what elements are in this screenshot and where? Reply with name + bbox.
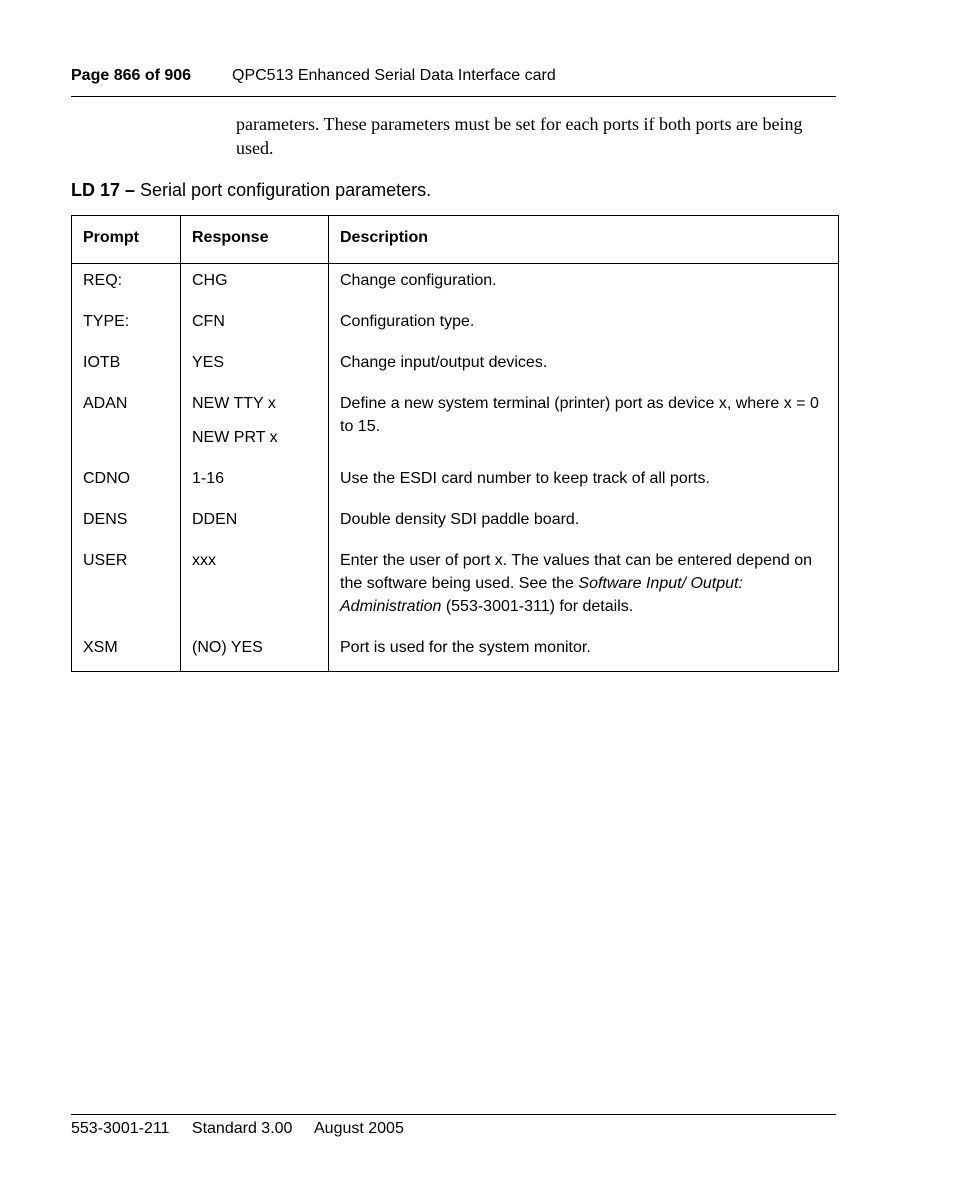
page-footer [71,1114,836,1139]
table-row [72,387,839,462]
table-header-row [72,216,839,264]
cell-description: Change input/output devices. [329,346,839,387]
cell-response: CHG [181,264,329,306]
table-row [72,544,839,631]
cell-description: Port is used for the system monitor. [329,631,839,672]
intro-paragraph: parameters. These parameters must be set for each ports if both ports are being used. [236,114,803,158]
cell-description: Define a new system terminal (printer) port as device x, where x = 0 to 15. [329,387,839,462]
table-row [72,346,839,387]
caption-label: LD 17 – [71,180,136,200]
cell-prompt: DENS [72,503,181,544]
header-response: Response [181,216,329,264]
page-number: Page 866 of 906 [71,67,192,84]
page-header [71,66,836,97]
cell-description: Change configuration. [329,264,839,306]
header-prompt: Prompt [72,216,181,264]
cell-prompt: TYPE: [72,305,181,346]
cell-prompt: CDNO [72,462,181,503]
footer-doc-number: 553-3001-211 [71,1120,170,1137]
cell-response: (NO) YES [181,631,329,672]
response-line: NEW TTY x [192,395,276,412]
cell-description: Double density SDI paddle board. [329,503,839,544]
cell-prompt: USER [72,544,181,631]
header-description: Description [329,216,839,264]
response-line: NEW PRT x [192,429,278,446]
cell-prompt: ADAN [72,387,181,462]
cell-response: DDEN [181,503,329,544]
description-text: (553-3001-311) for details. [441,598,634,615]
table-row [72,503,839,544]
description-text: Enter the user of port x. The values that can be entered depend on the software being used. See the [340,552,813,592]
table-row [72,264,839,306]
cell-response: YES [181,346,329,387]
cell-response: 1-16 [181,462,329,503]
table-row [72,631,839,672]
document-reference: Software Input/ Output: Administration [340,575,743,615]
cell-response [181,387,329,462]
document-title: QPC513 Enhanced Serial Data Interface card [232,67,556,84]
cell-response: xxx [181,544,329,631]
footer-date: August 2005 [314,1120,404,1137]
parameters-table [71,215,839,672]
caption-text: Serial port configuration parameters. [135,180,432,200]
cell-prompt: IOTB [72,346,181,387]
cell-response: CFN [181,305,329,346]
cell-description: Configuration type. [329,305,839,346]
cell-prompt: XSM [72,631,181,672]
table-caption [71,178,431,202]
cell-description [329,544,839,631]
cell-prompt: REQ: [72,264,181,306]
table-row [72,462,839,503]
table-row [72,305,839,346]
cell-description: Use the ESDI card number to keep track of all ports. [329,462,839,503]
footer-standard: Standard 3.00 [191,1120,293,1137]
